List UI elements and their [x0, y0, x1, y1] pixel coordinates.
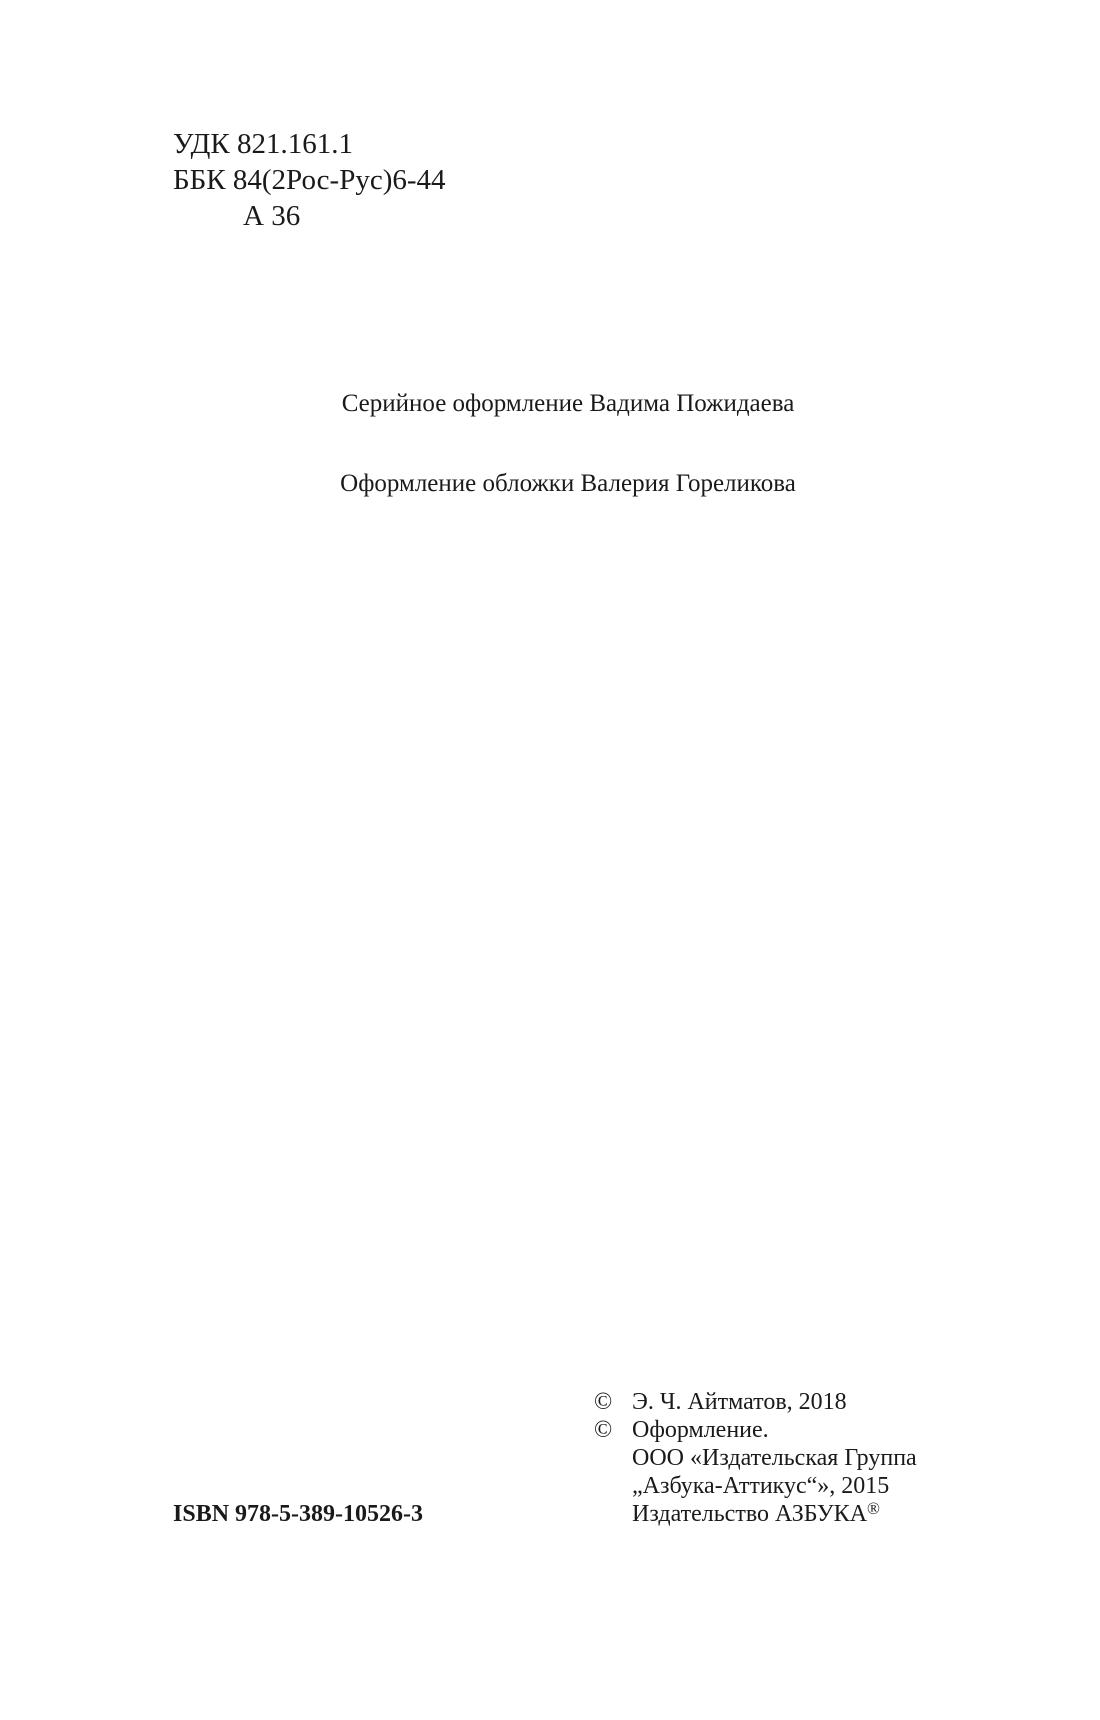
copyright-author-entry [594, 1388, 917, 1416]
copyright-block [594, 1388, 917, 1528]
copyright-design-entry [594, 1416, 917, 1444]
bbk-code: ББК 84(2Рос-Рус)6-44 [173, 164, 446, 196]
author-mark: А 36 [243, 200, 301, 232]
copyright-author-line: Э. Ч. Айтматов, 2018 [632, 1389, 847, 1415]
classification-block [173, 126, 446, 234]
publisher-line-2: „Азбука-Аттикус“», 2015 [632, 1473, 890, 1499]
series-design-credit: Серийное оформление Вадима Пожидаева [341, 390, 795, 417]
copyright-design-line: Оформление. [632, 1417, 769, 1443]
publisher-line-1: ООО «Издательская Группа [632, 1445, 917, 1471]
udk-code: УДК 821.161.1 [173, 128, 353, 160]
isbn: ISBN 978-5-389-10526-3 [173, 1501, 423, 1527]
cover-design-credit: Оформление обложки Валерия Гореликова [340, 470, 796, 497]
imprint-name: Издательство АЗБУКА [632, 1501, 868, 1527]
copyright-symbol: © [594, 1389, 613, 1415]
registered-mark: ® [867, 1499, 880, 1518]
imprint-line [594, 1500, 917, 1528]
copyright-symbol: © [594, 1417, 613, 1443]
